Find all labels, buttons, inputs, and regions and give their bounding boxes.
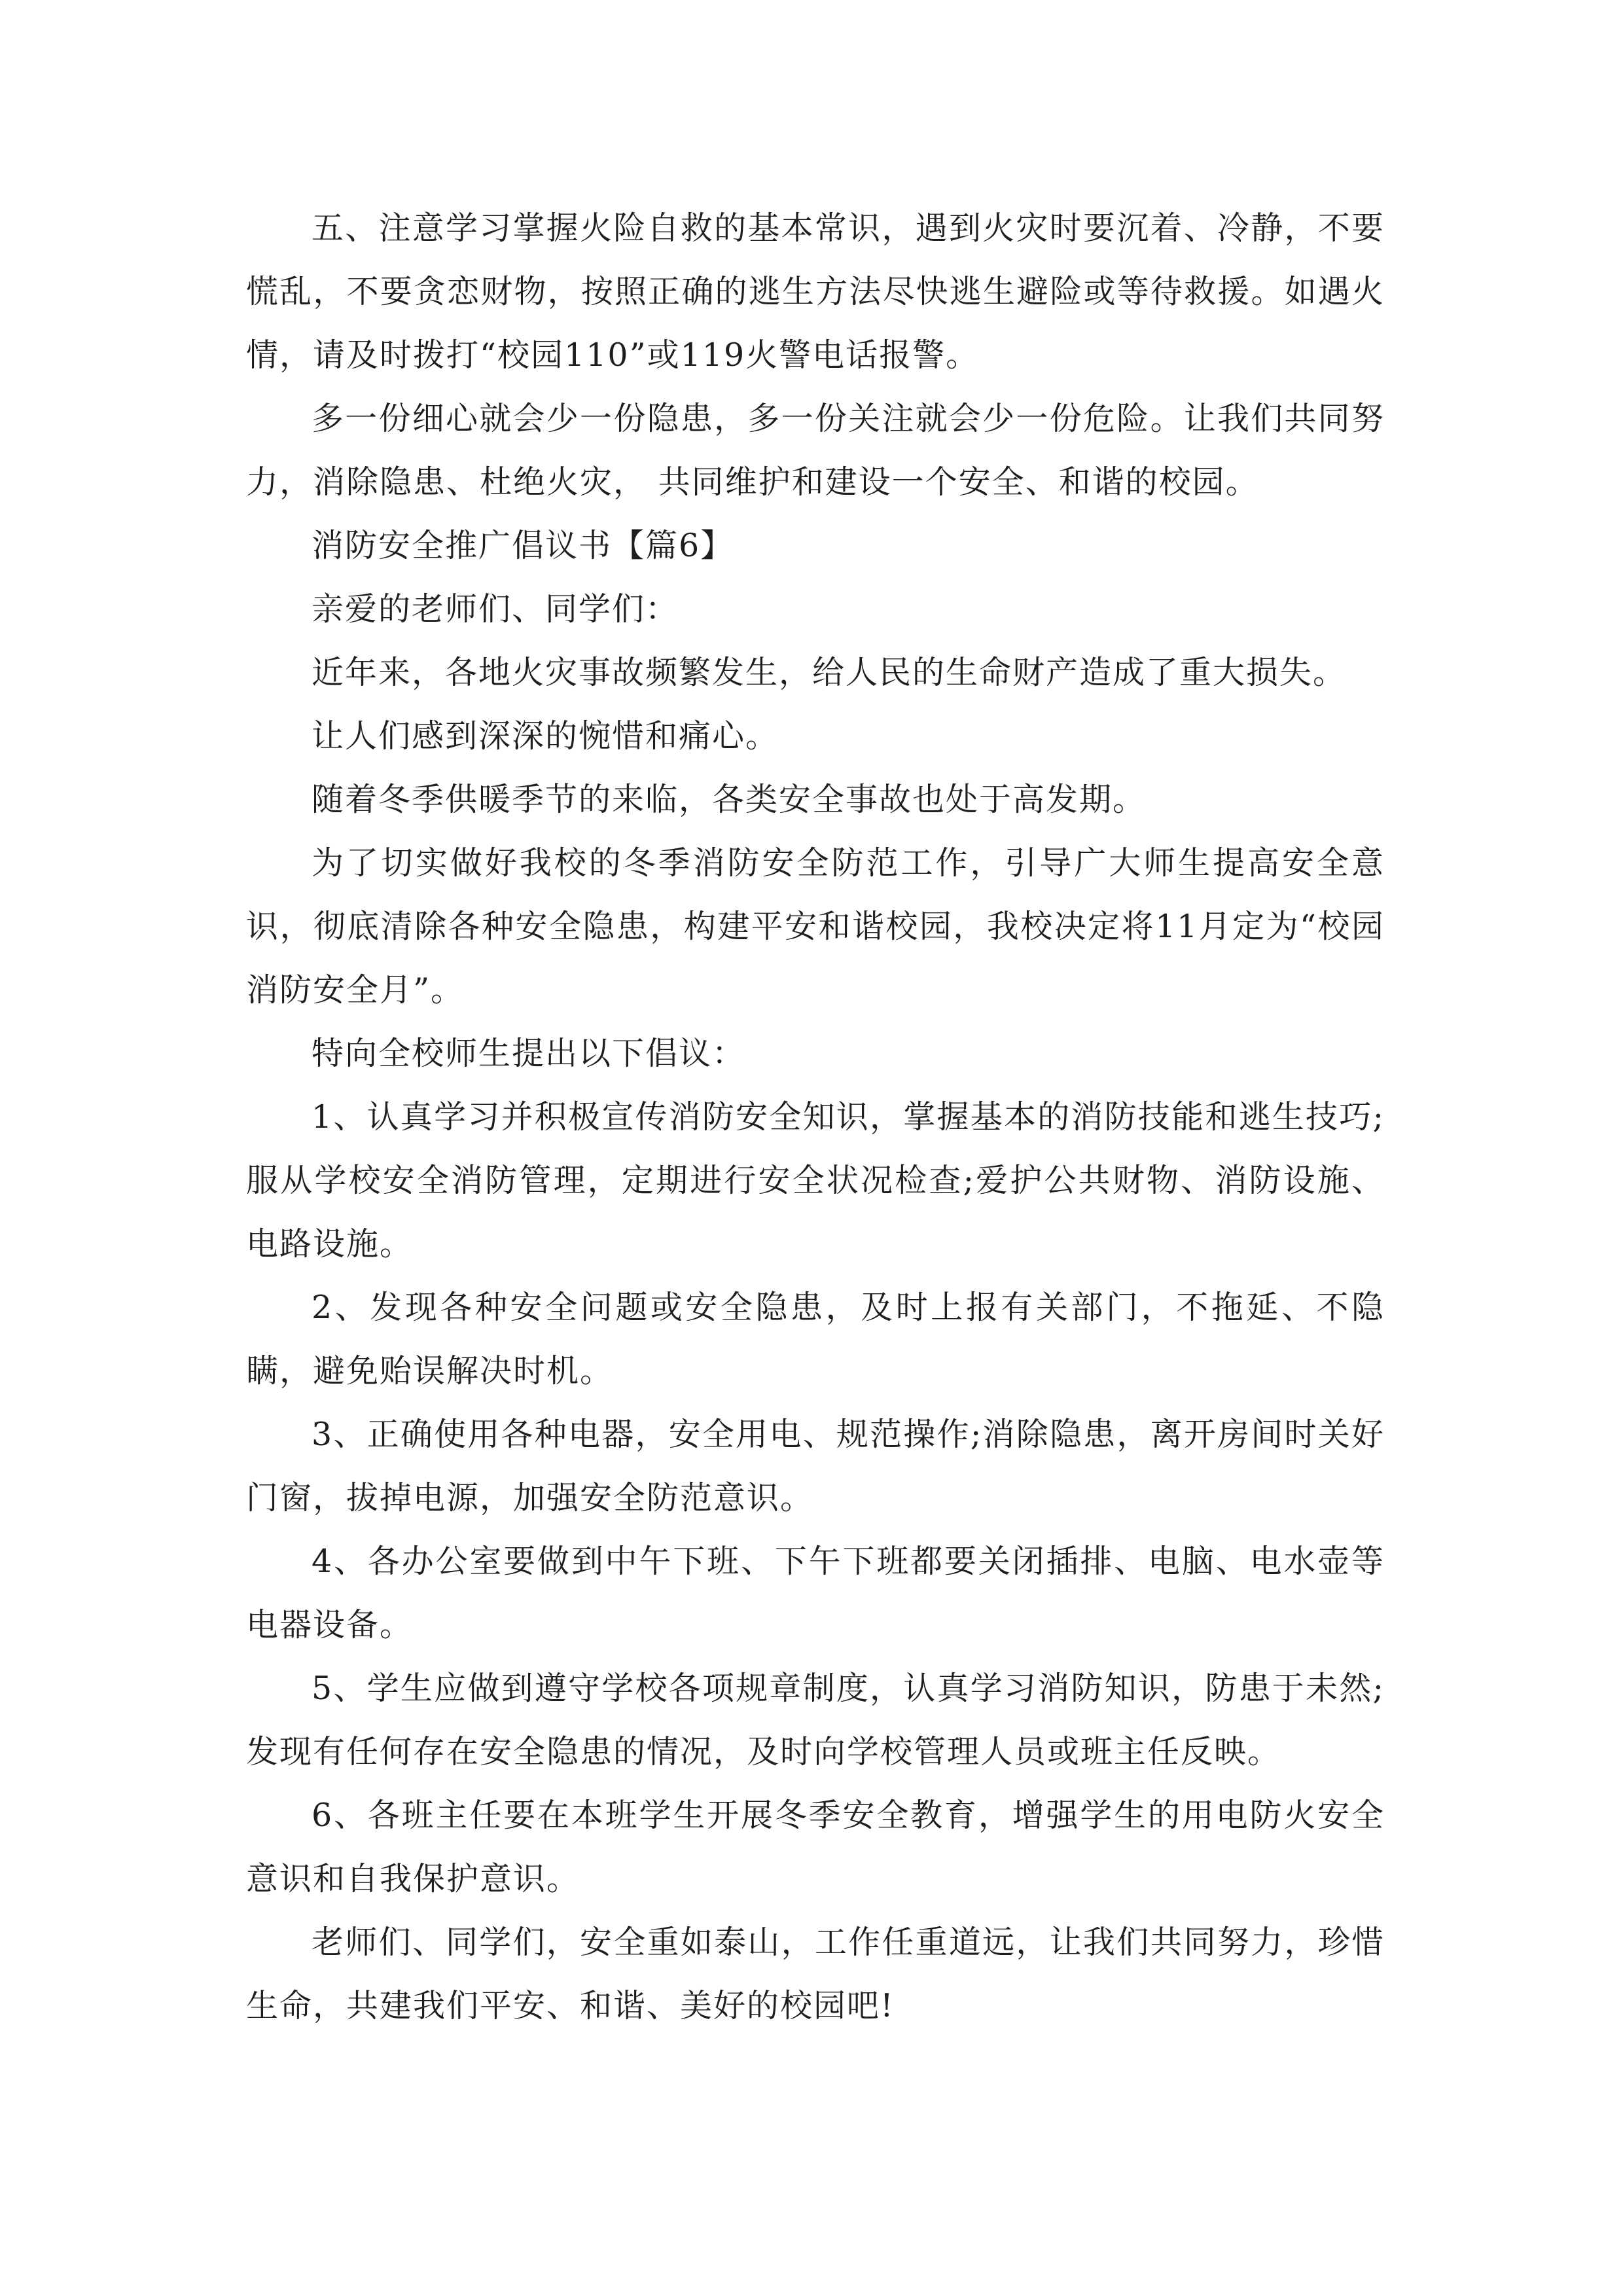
paragraph-conclusion: 老师们、同学们，安全重如泰山，工作任重道远，让我们共同努力，珍惜生命，共建我们平安、和谐、美好的校园吧! [246,1924,1385,2024]
paragraph-fire-self-rescue: 五、注意学习掌握火险自救的基本常识，遇到火灾时要沉着、冷静，不要慌乱，不要贪恋财物，按照正确的逃生方法尽快逃生避险或等待救援。如遇火情，请及时拨打“校园110”或119火警电话报警。 [246,209,1385,374]
proposal-item-1: 1、认真学习并积极宣传消防安全知识，掌握基本的消防技能和逃生技巧;服从学校安全消防管理，定期进行安全状况检查;爱护公共财物、消防设施、电路设施。 [246,1098,1385,1263]
section-heading-part-6: 消防安全推广倡议书【篇6】 [312,527,734,564]
document-body [246,196,1385,2037]
proposal-item-5: 5、学生应做到遵守学校各项规章制度，认真学习消防知识，防患于未然;发现有任何存在安全隐患的情况，及时向学校管理人员或班主任反映。 [246,1670,1385,1770]
salutation: 亲爱的老师们、同学们： [312,590,679,628]
paragraph-regret: 让人们感到深深的惋惜和痛心。 [312,717,779,755]
proposal-item-3: 3、正确使用各种电器，安全用电、规范操作;消除隐患，离开房间时关好门窗，拔掉电源，加强安全防范意识。 [246,1416,1385,1516]
paragraph-safety-month: 为了切实做好我校的冬季消防安全防范工作，引导广大师生提高安全意识，彻底清除各种安全隐患，构建平安和谐校园，我校决定将11月定为“校园消防安全月”。 [246,844,1385,1009]
paragraph-recent-fires: 近年来，各地火灾事故频繁发生，给人民的生命财产造成了重大损失。 [312,654,1347,691]
proposal-item-4: 4、各办公室要做到中午下班、下午下班都要关闭插排、电脑、电水壶等电器设备。 [246,1543,1385,1643]
paragraph-closing-call: 多一份细心就会少一份隐患，多一份关注就会少一份危险。让我们共同努力，消除隐患、杜绝火灾， 共同维护和建设一个安全、和谐的校园。 [246,400,1385,501]
paragraph-winter-season: 随着冬季供暖季节的来临，各类安全事故也处于高发期。 [312,781,1147,818]
proposal-item-6: 6、各班主任要在本班学生开展冬季安全教育，增强学生的用电防火安全意识和自我保护意识。 [246,1797,1385,1897]
proposal-item-2: 2、发现各种安全问题或安全隐患，及时上报有关部门，不拖延、不隐瞒，避免贻误解决时机。 [246,1289,1385,1390]
paragraph-proposal-intro: 特向全校师生提出以下倡议： [312,1035,746,1072]
